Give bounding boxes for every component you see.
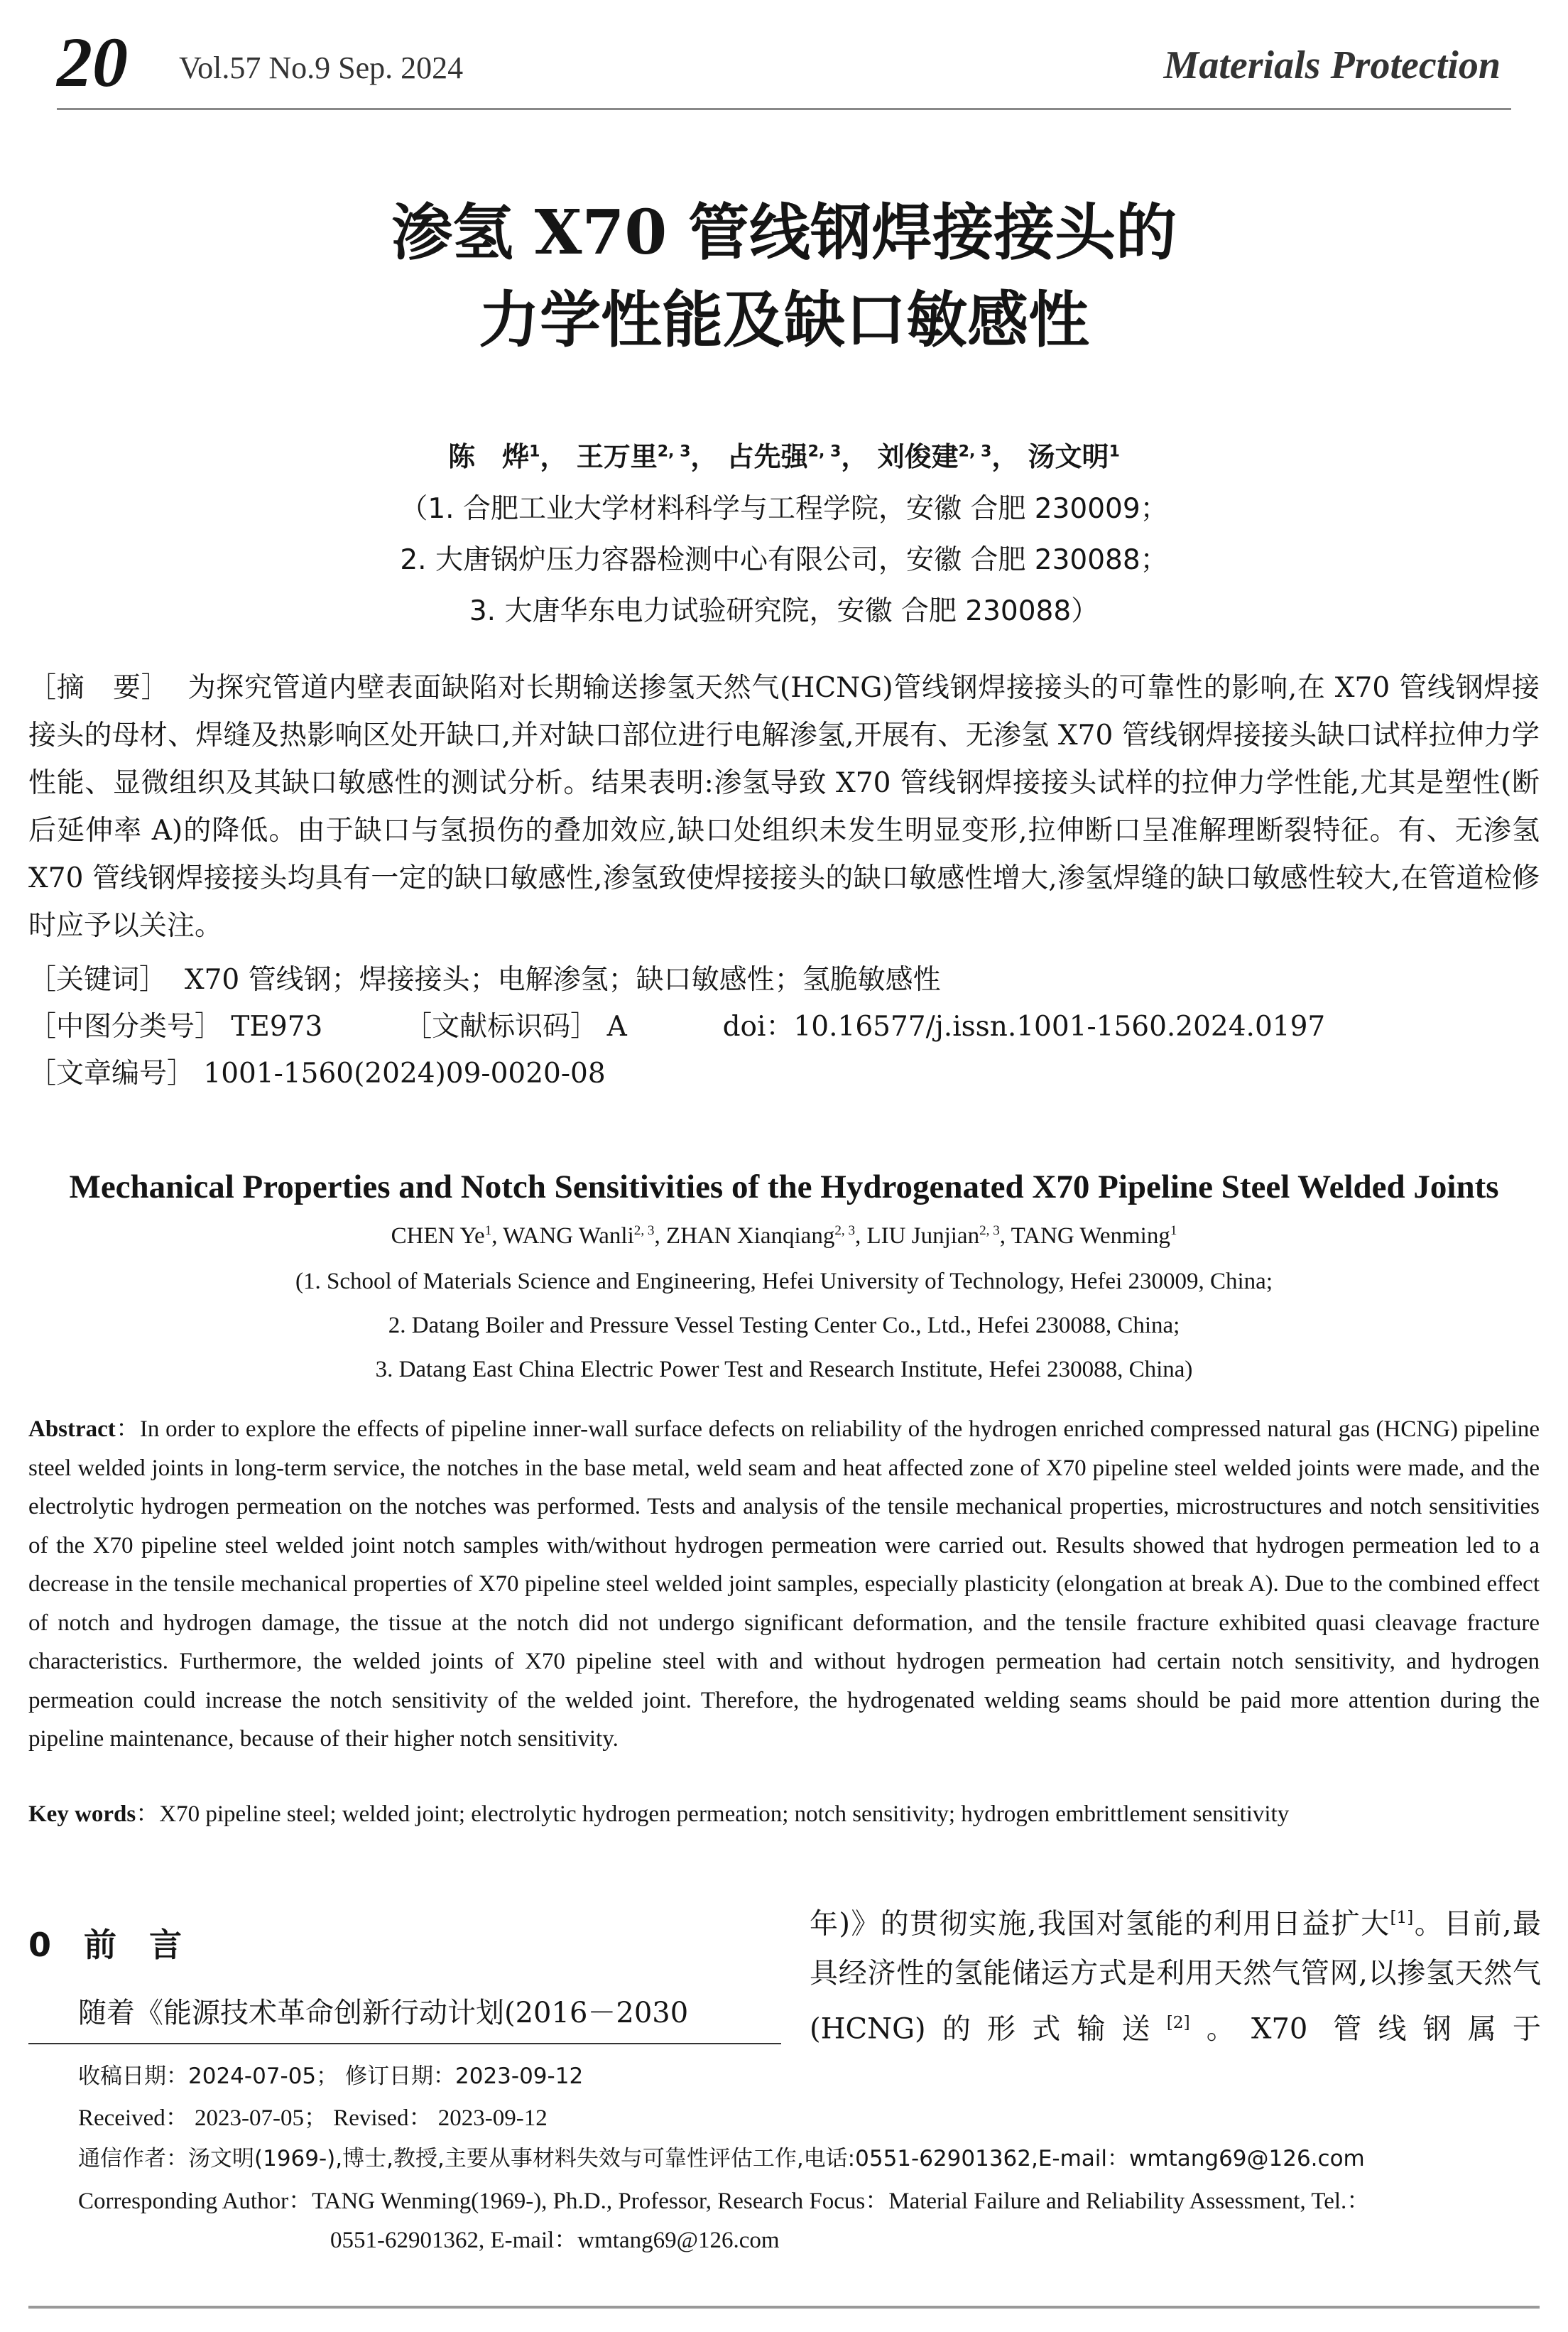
keywords-cn [28,956,1540,1004]
affiliation-en-1: (1. School of Materials Science and Engineering, Hefei University of Technology, Hefei 230009, China; [295,1269,1273,1294]
keywords-cn-text: X70 管线钢；焊接接头；电解渗氢；缺口敏感性；氢脆敏感性 [184,964,941,996]
citation: [2] [1166,2013,1190,2033]
volume-info: Vol.57 No.9 Sep. 2024 [179,50,464,85]
footnote-rule [28,2043,781,2044]
author-name-en: TANG Wenming [1011,1223,1170,1249]
header-rule [57,108,1511,110]
abstract-en-text: In order to explore the effects of pipeline inner-wall surface defects on reliability of the hydrogen enriched compressed natural gas (HCNG) pipeline steel welded joints in long-term service, the notches in the base metal, weld seam and heat affected zone of X70 pipeline steel welded joints were made, and the electrolytic hydrogen permeation on the notches was performed. Tests and analysis of the tensile mechanical properties, microstructures and notch sensitivities of the X70 pipeline steel welded joint notch samples with/without hydrogen permeation were carried out. Results showed that hydrogen permeation led to a decrease in the tensile mechanical properties of X70 pipeline steel welded joint samples, especially plasticity (elongation at break A). Due to the combined effect of notch and hydrogen damage, the tissue at the notch did not undergo significant deformation, and the tensile fracture exhibited quasi cleavage fracture characteristics. Furthermore, the welded joints of X70 pipeline steel with and without hydrogen permeation had certain notch sensitivity, and hydrogen permeation could increase the notch sensitivity of the welded joint. Therefore, the hydrogenated welding seams should be paid more attention during the pipeline maintenance, because of their higher notch sensitivity. [28,1416,1540,1752]
author-name: 占先强 [726,441,808,472]
title-line-2: 力学性能及缺口敏感性 [479,284,1089,356]
abstract-en: Abstract：In order to explore the effects of pipeline inner-wall surface defects on reliability of the hydrogen enriched compressed natural gas (HCNG) pipeline steel welded joints in long-term service, the notches in the base metal, weld seam and heat affected zone of X70 pipeline steel welded joints were made, and the electrolytic hydrogen permeation on the notches was performed. Tests and analysis of the tensile mechanical properties, microstructures and notch sensitivities of the X70 pipeline steel welded joint notch samples with/without hydrogen permeation were carried out. Results showed that hydrogen permeation led to a decrease in the tensile mechanical properties of X70 pipeline steel welded joint samples, especially plasticity (elongation at break A). Due to the combined effect of notch and hydrogen damage, the tissue at the notch did not undergo significant deformation, and the tensile fracture exhibited quasi cleavage fracture characteristics. Furthermore, the welded joints of X70 pipeline steel with and without hydrogen permeation had certain notch sensitivity, and hydrogen permeation could increase the notch sensitivity of the welded joint. Therefore, the hydrogenated welding seams should be paid more attention during the pipeline maintenance, because of their higher notch sensitivity. [28,1416,1540,1752]
page-number: 20 [57,23,128,102]
doc-code-value: A [606,1011,627,1043]
abstract-cn-text: 为探究管道内壁表面缺陷对长期输送掺氢天然气(HCNG)管线钢焊接接头的可靠性的影响,在 X70 管线钢焊接接头的母材、焊缝及热影响区处开缺口,并对缺口部位进行电解渗氢,开展有、无渗氢 X70 管线钢焊接接头缺口试样拉伸力学性能、显微组织及其缺口敏感性的测试分析。结果表明:渗氢导致 X70 管线钢焊接接头试样的拉伸力学性能,尤其是塑性(断后延伸率 A)的降低。由于缺口与氢损伤的叠加效应,缺口处组织未发生明显变形,拉伸断口呈准解理断裂特征。有、无渗氢 X70 管线钢焊接接头均具有一定的缺口敏感性,渗氢致使焊接接头的缺口敏感性增大,渗氢焊缝的缺口敏感性较大,在管道检修时应予以关注。 [28,672,1540,942]
author-name-en: ZHAN Xianqiang [665,1223,835,1249]
author-name: 刘俊建 [877,441,959,472]
citation: [1] [1390,1908,1414,1927]
author-name-en: CHEN Ye [391,1223,485,1249]
intro-left-column: 随着《能源技术革命创新行动计划(2016－2030 [78,1997,689,2029]
footnote-correspondence-en-1: Corresponding Author：TANG Wenming(1969-), Ph.D., Professor, Research Focus：Material Failure and Reliability Assessment, Tel.： [78,2189,1371,2214]
affiliation-en-2: 2. Datang Boiler and Pressure Vessel Testing Center Co., Ltd., Hefei 230088, China; [388,1313,1180,1338]
abstract-cn [28,664,1540,950]
abstract-en-label: Abstract [28,1416,116,1442]
doc-code-label: ［文献标识码］ [404,1011,599,1043]
affiliation-cn-1: （1. 合肥工业大学材料科学与工程学院，安徽 合肥 230009； [400,493,1168,525]
title-line-1: 渗氢 X70 管线钢焊接接头的 [391,197,1177,269]
keywords-en-label: Key words [28,1801,136,1827]
footnote-received-cn: 收稿日期：2024-07-05； 修订日期：2023-09-12 [78,2063,584,2089]
affiliation-cn-2: 2. 大唐锅炉压力容器检测中心有限公司，安徽 合肥 230088； [400,544,1168,576]
classification-line [28,1003,1540,1051]
footnote-correspondence-en-2: 0551-62901362, E-mail：wmtang69@126.com [330,2228,780,2253]
footnote-received-en: Received： 2023-07-05； Revised： 2023-09-12 [78,2105,548,2131]
footnote-correspondence-cn: 通信作者：汤文明(1969-),博士,教授,主要从事材料失效与可靠性评估工作,电话:0551-62901362,E-mail：wmtang69@126.com [78,2146,1365,2171]
journal-name: Materials Protection [1163,43,1501,87]
author-name-en: LIU Junjian [866,1223,980,1249]
author-name: 王万里 [576,441,658,472]
intro-right-column: 年)》的贯彻实施,我国对氢能的利用日益扩大[1]。目前,最具经济性的氢能储运方式是利用天然气管网,以掺氢天然气(HCNG)的形式输送[2]。X70 管线钢属于 [810,1907,1542,2046]
doi: doi：10.16577/j.issn.1001-1560.2024.0197 [722,1011,1326,1043]
author-list-cn: 陈 烨$^1$， 王万里$^{2, 3}$， 占先强$^{2, 3}$， 刘俊建$^{2, 3}$， 汤文明$^1$ [448,441,1120,472]
author-name-en: WANG Wanli [503,1223,634,1249]
author-name: 汤文明 [1028,441,1109,472]
keywords-cn-label: ［关键词］ [28,964,168,996]
abstract-cn-label: ［摘 要］ [28,672,170,704]
section-heading-intro: 0 前 言 [28,1926,183,1964]
clc-label: ［中图分类号］ [28,1011,223,1043]
clc-value: TE973 [231,1011,323,1043]
keywords-en-text: X70 pipeline steel; welded joint; electrolytic hydrogen permeation; notch sensitivity; hydrogen embrittlement sensitivity [159,1801,1290,1827]
article-number-line [28,1050,1540,1097]
article-number-value: 1001-1560(2024)09-0020-08 [203,1058,606,1090]
affiliation-en-3: 3. Datang East China Electric Power Test and Research Institute, Hefei 230088, China) [375,1357,1193,1382]
article-number-label: ［文章编号］ [28,1058,195,1090]
keywords-en: Key words：X70 pipeline steel; welded joint; electrolytic hydrogen permeation; notch sensitivity; hydrogen embrittlement sensitivity [28,1801,1290,1827]
english-title: Mechanical Properties and Notch Sensitivities of the Hydrogenated X70 Pipeline Steel Welded Joints [69,1168,1499,1205]
page-bottom-rule [28,2306,1540,2309]
author-list-en: CHEN Ye$^1$, WANG Wanli$^{2, 3}$, ZHAN Xianqiang$^{2, 3}$, LIU Junjian$^{2, 3}$, TANG Wenming$^1$ [391,1223,1177,1249]
author-name: 陈 烨 [448,441,530,472]
affiliation-cn-3: 3. 大唐华东电力试验研究院，安徽 合肥 230088） [469,595,1099,627]
